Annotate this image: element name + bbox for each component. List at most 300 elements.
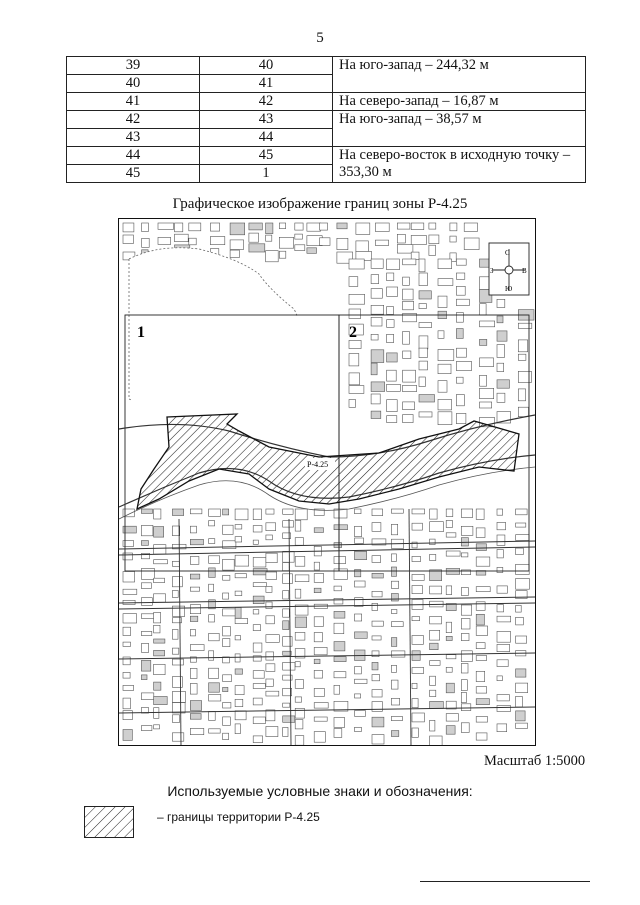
parcel: [372, 636, 381, 640]
parcel: [253, 736, 262, 743]
parcel: [314, 717, 327, 721]
parcel: [391, 610, 397, 614]
parcel: [391, 524, 397, 535]
parcel: [154, 625, 160, 633]
parcel: [253, 717, 265, 724]
parcel: [372, 675, 380, 681]
parcel: [283, 551, 294, 562]
parcel: [461, 588, 468, 596]
parcel: [142, 223, 149, 232]
parcel: [438, 381, 447, 393]
page-number: 5: [316, 30, 324, 46]
parcel: [375, 240, 388, 245]
parcel: [334, 672, 346, 678]
parcel: [223, 717, 231, 726]
parcel: [403, 301, 414, 310]
parcel: [235, 618, 248, 623]
map-drawing: [119, 219, 535, 745]
parcel: [391, 651, 405, 657]
parcel: [190, 630, 195, 636]
table-row: [67, 93, 586, 111]
parcel: [266, 679, 273, 686]
parcel: [456, 273, 464, 279]
parcel: [266, 652, 274, 660]
parcel: [190, 557, 199, 565]
parcel: [371, 350, 384, 363]
point-to-cell: 41: [200, 75, 333, 93]
parcel: [235, 699, 243, 706]
parcel: [446, 683, 454, 693]
parcel: [154, 594, 166, 602]
parcel: [349, 373, 360, 385]
parcel: [412, 668, 424, 674]
parcel: [337, 223, 347, 229]
parcel: [412, 683, 417, 688]
parcel: [397, 245, 413, 254]
parcel: [497, 299, 505, 307]
parcel: [461, 704, 471, 711]
parcel: [391, 594, 398, 602]
parcel: [230, 223, 245, 235]
parcel: [371, 305, 384, 314]
parcel: [497, 631, 511, 642]
parcel: [476, 643, 485, 649]
parcel: [355, 694, 361, 698]
parcel: [283, 727, 288, 736]
parcel: [456, 313, 463, 323]
parcel: [154, 545, 166, 554]
parcel: [456, 299, 469, 305]
parcel: [456, 413, 466, 423]
parcel: [391, 554, 396, 562]
parcel: [355, 614, 362, 621]
boundary-table-body: [67, 57, 586, 183]
parcel: [209, 711, 216, 720]
parcel: [209, 539, 215, 544]
parcel: [497, 586, 507, 593]
parcel: [172, 591, 178, 598]
parcel: [480, 375, 487, 386]
parcel: [419, 336, 428, 349]
parcel: [283, 509, 293, 514]
parcel: [209, 695, 221, 702]
parcel: [223, 675, 232, 682]
point-from-cell: 44: [67, 147, 200, 165]
parcel: [497, 535, 505, 545]
parcel: [497, 363, 504, 371]
parcel: [355, 727, 362, 731]
parcel: [446, 667, 452, 672]
point-to-cell: 45: [200, 147, 333, 165]
point-to-cell: 43: [200, 111, 333, 129]
parcel: [456, 377, 463, 383]
parcel: [446, 509, 453, 517]
parcel: [461, 553, 468, 557]
parcel: [403, 385, 417, 391]
parcel: [223, 703, 231, 709]
parcel: [253, 596, 264, 604]
parcel: [334, 598, 343, 604]
parcel: [295, 708, 304, 718]
parcel: [235, 591, 242, 596]
parcel: [497, 724, 507, 732]
parcel: [266, 727, 278, 737]
point-from-cell: 42: [67, 111, 200, 129]
legend-item-label: – границы территории Р-4.25: [157, 810, 320, 824]
parcel: [190, 574, 200, 579]
parcel: [190, 668, 197, 678]
parcel: [279, 251, 286, 258]
parcel: [419, 361, 428, 370]
parcel: [223, 525, 234, 534]
parcel: [497, 695, 509, 701]
parcel: [371, 334, 378, 340]
parcel: [266, 509, 274, 514]
parcel: [141, 614, 155, 619]
parcel: [266, 691, 279, 696]
parcel: [387, 353, 398, 362]
road-v3: [409, 509, 411, 745]
parcel: [253, 583, 266, 587]
parcel: [516, 617, 524, 625]
parcel: [450, 236, 456, 242]
parcel: [430, 586, 442, 594]
parcel: [480, 321, 495, 327]
parcel: [123, 657, 130, 665]
parcel: [419, 377, 425, 387]
parcel: [355, 667, 362, 674]
parcel: [295, 556, 305, 566]
parcel: [123, 672, 130, 678]
parcel: [430, 630, 440, 640]
parcel: [438, 296, 447, 307]
parcel: [461, 692, 466, 702]
table-row: [67, 111, 586, 129]
parcel: [235, 636, 241, 640]
parcel: [391, 665, 396, 672]
parcel: [209, 556, 220, 564]
parcel: [497, 331, 507, 341]
parcel: [411, 235, 426, 244]
parcel: [355, 551, 367, 559]
parcel: [295, 575, 309, 582]
direction-cell: На северо-восток в исходную точку – 353,30 м: [333, 147, 586, 183]
parcel: [497, 345, 505, 358]
parcel: [266, 535, 273, 540]
parcel: [190, 714, 201, 720]
parcel: [266, 616, 275, 624]
parcel: [387, 307, 394, 315]
point-from-cell: 41: [67, 93, 200, 111]
parcel: [461, 634, 469, 641]
parcel: [476, 717, 487, 723]
parcel: [172, 509, 183, 516]
parcel: [235, 607, 241, 618]
parcel: [349, 309, 361, 319]
compass-east: В: [522, 267, 527, 275]
parcel: [190, 509, 202, 514]
parcel: [476, 544, 486, 551]
parcel: [430, 661, 441, 666]
parcel: [387, 334, 394, 342]
parcel: [142, 238, 150, 247]
parcel: [266, 553, 277, 563]
parcel: [430, 554, 436, 560]
parcel: [516, 723, 528, 728]
parcel: [295, 736, 304, 745]
parcel: [349, 400, 356, 408]
parcel: [249, 223, 262, 230]
table-row: [67, 147, 586, 165]
parcel: [387, 259, 400, 270]
parcel: [371, 275, 379, 284]
compass-south: Ю: [505, 285, 513, 293]
parcel: [295, 538, 303, 546]
parcel: [123, 614, 137, 623]
parcel: [209, 521, 215, 526]
parcel: [154, 708, 159, 719]
parcel: [355, 509, 362, 514]
parcel: [480, 304, 487, 315]
parcel: [371, 259, 383, 268]
parcel: [283, 563, 289, 571]
parcel: [189, 238, 196, 245]
parcel: [372, 690, 382, 697]
parcel: [154, 650, 165, 656]
parcel: [391, 509, 403, 513]
parcel: [372, 523, 381, 532]
parcel: [314, 703, 328, 709]
parcel: [430, 509, 438, 519]
parcel: [446, 655, 456, 659]
parcel: [223, 733, 229, 739]
parcel: [349, 294, 365, 304]
parcel: [430, 720, 435, 731]
parcel: [283, 716, 295, 722]
parcel: [446, 714, 458, 722]
parcel: [334, 729, 342, 738]
parcel: [209, 683, 220, 692]
parcel: [235, 555, 249, 566]
parcel: [253, 625, 260, 631]
parcel: [412, 713, 424, 722]
parcel: [464, 238, 479, 250]
parcel: [497, 660, 508, 667]
parcel: [516, 564, 530, 574]
parcel: [518, 354, 526, 360]
parcel: [375, 223, 389, 232]
parcel: [141, 726, 152, 731]
parcel: [141, 644, 148, 653]
parcel: [230, 240, 244, 250]
parcel: [412, 636, 423, 645]
lake-clear: [131, 317, 334, 407]
parcel: [438, 259, 452, 269]
parcel: [403, 277, 410, 285]
parcel: [190, 728, 204, 734]
parcel: [419, 323, 432, 328]
parcel: [314, 670, 322, 678]
parcel: [334, 685, 340, 694]
parcel: [283, 574, 293, 584]
parcel: [249, 244, 265, 252]
parcel: [497, 676, 502, 681]
parcel: [334, 718, 345, 728]
parcel: [172, 630, 178, 640]
parcel: [266, 251, 279, 262]
parcel: [253, 671, 264, 679]
parcel: [461, 680, 467, 691]
parcel: [387, 320, 395, 328]
parcel: [172, 659, 183, 665]
parcel: [476, 699, 489, 705]
parcel: [283, 637, 292, 647]
parcel: [190, 605, 200, 614]
parcel: [123, 642, 131, 646]
parcel: [430, 616, 442, 624]
point-from-cell: 45: [67, 165, 200, 183]
parcel: [266, 572, 277, 579]
parcel: [172, 526, 179, 536]
parcel: [295, 509, 307, 520]
legend-title: Используемые условные знаки и обозначения:: [167, 783, 473, 799]
parcel: [235, 574, 246, 578]
parcel: [235, 654, 240, 662]
parcel: [223, 687, 228, 691]
parcel: [419, 304, 426, 309]
parcel: [295, 589, 301, 598]
parcel: [355, 711, 366, 717]
parcel: [123, 627, 131, 635]
footer-rule: [420, 881, 590, 882]
parcel: [518, 389, 525, 401]
parcel: [172, 703, 185, 713]
point-to-cell: 42: [200, 93, 333, 111]
parcel: [209, 615, 215, 622]
parcel: [412, 574, 424, 580]
parcel: [371, 411, 381, 418]
parcel: [154, 560, 168, 564]
parcel: [476, 528, 485, 538]
parcel: [172, 577, 182, 587]
parcel: [372, 702, 382, 712]
parcel: [372, 735, 384, 744]
parcel: [266, 223, 273, 234]
parcel: [141, 660, 150, 671]
parcel: [123, 711, 132, 720]
parcel: [429, 223, 436, 229]
parcel: [154, 725, 160, 729]
parcel: [480, 388, 494, 398]
parcel: [141, 525, 153, 535]
parcel: [123, 553, 132, 560]
parcel: [497, 605, 504, 612]
parcel: [476, 557, 490, 566]
parcel: [411, 252, 419, 259]
parcel: [141, 569, 154, 580]
parcel: [283, 591, 289, 599]
parcel: [446, 533, 456, 537]
parcel: [154, 527, 164, 538]
parcel: [476, 626, 487, 635]
parcel: [334, 557, 346, 564]
parcel: [456, 348, 466, 357]
table-row: [67, 57, 586, 75]
parcel: [476, 733, 487, 740]
parcel: [387, 384, 401, 391]
parcel: [371, 382, 385, 392]
parcel: [403, 289, 414, 300]
parcel: [154, 639, 165, 643]
parcel: [516, 696, 523, 707]
parcel: [391, 638, 396, 647]
parcel: [391, 731, 398, 737]
parcel: [412, 617, 420, 621]
parcel: [476, 671, 485, 681]
parcel: [253, 526, 262, 532]
parcel: [295, 520, 301, 531]
parcel: [314, 562, 319, 570]
parcel: [456, 361, 471, 370]
parcel: [476, 614, 484, 625]
parcel: [403, 415, 414, 423]
parcel: [172, 648, 178, 654]
parcel: [266, 235, 272, 241]
parcel: [355, 538, 364, 543]
parcel: [476, 602, 485, 611]
parcel: [141, 675, 147, 680]
parcel: [223, 559, 235, 570]
parcel: [209, 651, 214, 660]
parcel: [283, 521, 294, 527]
parcel: [283, 609, 290, 617]
parcel: [253, 610, 259, 614]
parcel: [141, 583, 151, 589]
parcel: [314, 647, 327, 654]
parcel: [123, 572, 135, 583]
parcel: [476, 687, 487, 693]
parcel: [372, 603, 378, 610]
parcel: [295, 223, 303, 230]
parcel: [123, 685, 134, 690]
parcel: [314, 732, 325, 743]
parcel: [314, 588, 321, 593]
parcel: [516, 669, 526, 677]
parcel: [154, 664, 166, 674]
parcel: [438, 399, 452, 410]
parcel: [175, 223, 183, 232]
parcel: [189, 223, 201, 231]
parcel: [209, 509, 221, 516]
parcel: [235, 711, 246, 720]
parcel: [141, 631, 151, 635]
parcel: [172, 561, 179, 566]
parcel: [497, 316, 503, 323]
parcel: [516, 548, 524, 555]
parcel: [516, 605, 522, 612]
parcel: [141, 693, 153, 700]
parcel: [190, 616, 198, 621]
parcel: [190, 701, 201, 711]
parcel: [141, 598, 152, 606]
parcel: [430, 736, 443, 745]
parcel: [516, 636, 527, 643]
parcel: [283, 621, 289, 630]
parcel: [372, 509, 383, 516]
parcel: [355, 679, 368, 683]
parcel: [253, 698, 262, 705]
parcel: [464, 223, 477, 231]
